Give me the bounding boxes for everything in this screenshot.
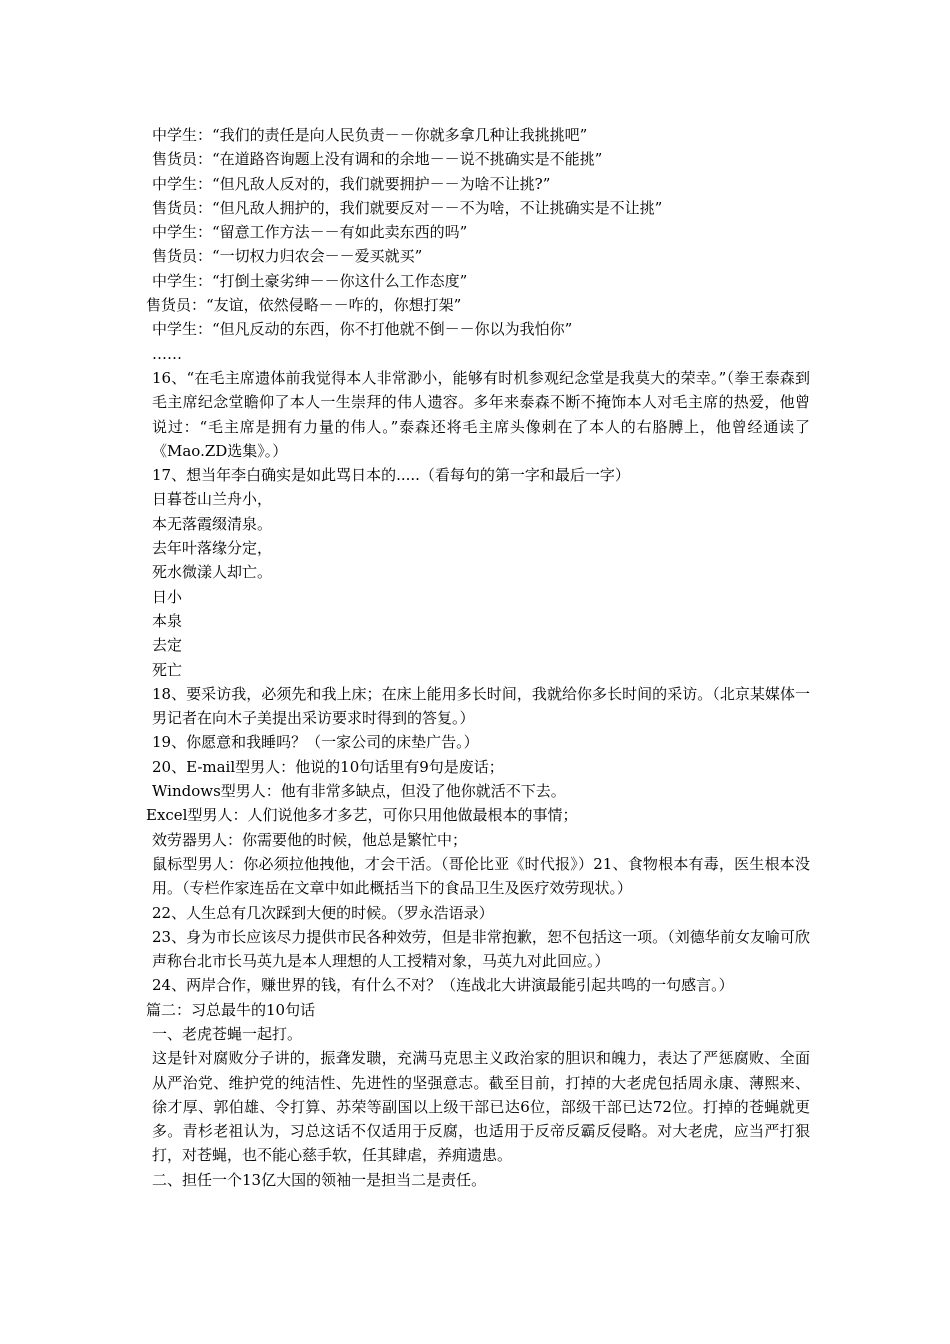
text-line: 中学生：“但凡反动的东西，你不打他就不倒－－你以为我怕你” bbox=[152, 320, 573, 339]
poem-line: 去年叶落缘分定， bbox=[152, 539, 273, 558]
paragraph-16: 16、“在毛主席遗体前我觉得本人非常渺小，能够有时机参观纪念堂是我莫大的荣幸。”（拳王泰森到毛主席纪念堂瞻仰了本人一生崇拜的伟人遗容。多年来泰森不断不掩饰本人对毛主席的热爱，他曾说过：“毛主席是拥有力量的伟人。”泰森还将毛主席头像刺在了本人的右胳膊上，他曾经通读了《Mao.ZD选集》。） bbox=[152, 368, 810, 460]
text-line: …… bbox=[152, 344, 182, 363]
text-line: 中学生：“我们的责任是向人民负责－－你就多拿几种让我挑挑吧” bbox=[152, 126, 588, 144]
poem-summary-line: 死亡 bbox=[152, 660, 183, 679]
paragraph-19: 19、你愿意和我睡吗？（一家公司的床垫广告。） bbox=[152, 733, 479, 752]
item-heading: 二、担任一个13亿大国的领袖一是担当二是责任。 bbox=[152, 1170, 487, 1189]
paragraph-21: 鼠标型男人：你必须拉他拽他，才会干活。（哥伦比亚《时代报》）21、食物根本有毒，医生根本没用。（专栏作家连岳在文章中如此概括当下的食品卫生及医疗效劳现状。） bbox=[152, 854, 810, 898]
text-line: 售货员：“但凡敌人拥护的，我们就要反对－－不为啥，不让挑确实是不让挑” bbox=[152, 198, 663, 217]
section-heading: 篇二：习总最牛的10句话 bbox=[146, 1000, 316, 1019]
text-line: 中学生：“留意工作方法－－有如此卖东西的吗” bbox=[152, 223, 468, 242]
text-line: 售货员：“在道路咨询题上没有调和的余地－－说不挑确实是不能挑” bbox=[152, 150, 603, 169]
text-line: 售货员：“友谊，依然侵略－－咋的，你想打架” bbox=[146, 296, 462, 315]
text-line: Excel型男人：人们说他多才多艺，可你只用他做最根本的事情； bbox=[146, 806, 578, 825]
paragraph-20: 20、E-mail型男人：他说的10句话里有9句是废话； bbox=[152, 757, 504, 776]
poem-summary-line: 去定 bbox=[152, 636, 183, 655]
poem-line: 死水微漾人却亡。 bbox=[152, 563, 273, 582]
paragraph-18: 18、要采访我，必须先和我上床；在床上能用多长时间，我就给你多长时间的采访。（北京某媒体一男记者在向木子美提出采访要求时得到的答复。） bbox=[152, 684, 810, 728]
paragraph-24: 24、两岸合作，赚世界的钱，有什么不对？（连战北大讲演最能引起共鸣的一句感言。） bbox=[152, 976, 734, 995]
body-paragraph: 这是针对腐败分子讲的，振聋发聩，充满马克思主义政治家的胆识和魄力，表达了严惩腐败、全面从严治党、维护党的纯洁性、先进性的坚强意志。截至目前，打掉的大老虎包括周永康、薄熙来、徐才厚、郭伯雄、令打算、苏荣等副国以上级干部已达6位，部级干部已达72位。打掉的苍蝇就更多。青杉老祖认为，习总这话不仅适用于反腐，也适用于反帝反霸反侵略。对大老虎，应当严打狠打，对苍蝇，也不能心慈手软，任其肆虐，养痈遗患。 bbox=[152, 1049, 810, 1165]
paragraph-22: 22、人生总有几次踩到大便的时候。（罗永浩语录） bbox=[152, 903, 494, 922]
text-line: 中学生：“打倒土豪劣绅－－你这什么工作态度” bbox=[152, 271, 468, 290]
paragraph-17: 17、想当年李白确实是如此骂日本的.....（看每句的第一字和最后一字） bbox=[152, 466, 630, 485]
poem-line: 本无落霞缀清泉。 bbox=[152, 514, 273, 533]
document-page bbox=[146, 123, 810, 1192]
text-line: 售货员：“一切权力归农会－－爱买就买” bbox=[152, 247, 423, 266]
poem-line: 日暮苍山兰舟小， bbox=[152, 490, 273, 509]
paragraph-23: 23、身为市长应该尽力提供市民各种效劳，但是非常抱歉，恕不包括这一项。（刘德华前女友喻可欣声称台北市长马英九是本人理想的人工授精对象，马英九对此回应。） bbox=[152, 927, 810, 971]
text-line: 中学生：“但凡敌人反对的，我们就要拥护－－为啥不让挑?” bbox=[152, 174, 551, 193]
poem-summary-line: 日小 bbox=[152, 587, 183, 606]
text-line: Windows型男人：他有非常多缺点，但没了他你就活不下去。 bbox=[152, 782, 566, 801]
text-line: 效劳器男人：你需要他的时候，他总是繁忙中； bbox=[152, 830, 468, 849]
poem-summary-line: 本泉 bbox=[152, 611, 183, 630]
item-heading: 一、老虎苍蝇一起打。 bbox=[152, 1024, 303, 1043]
